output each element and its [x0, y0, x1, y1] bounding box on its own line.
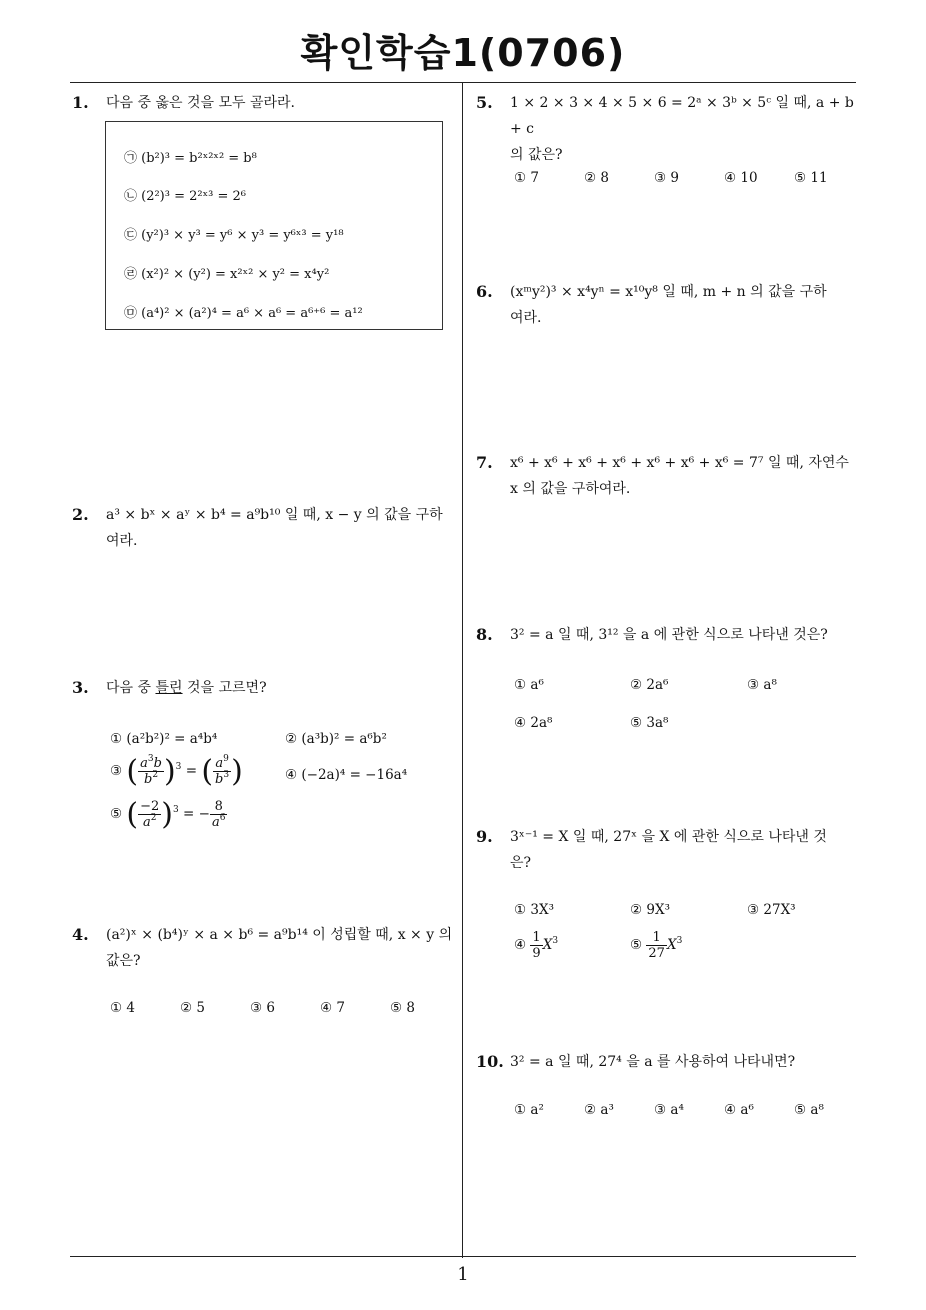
question-text-cont: 은? [510, 855, 532, 871]
option-4: ④ (−2a)⁴ = −16a⁴ [285, 767, 408, 783]
bottom-rule [70, 1256, 856, 1257]
column-divider [462, 83, 463, 1258]
option-1: ① a⁶ [514, 677, 544, 693]
question-text: a³ × bˣ × aʸ × b⁴ = a⁹b¹⁰ 일 때, x − y 의 값을 구하 [106, 507, 443, 523]
question-number: 9. [476, 827, 493, 846]
fraction: $\frac{-2}{a^2}$ [140, 799, 160, 830]
option-4: ④ a⁶ [724, 1102, 754, 1118]
question-10 [476, 1049, 866, 1075]
page-title: 확인학습1(0706) [300, 31, 626, 75]
option-mark: ⑤ [110, 806, 123, 822]
question-number: 5. [476, 93, 493, 112]
question-text-cont: 의 값은? [510, 147, 563, 163]
question-text-cont: 값은? [106, 953, 141, 969]
option-5: ⑤ $\frac{1}{27}$ $X^3$ [630, 930, 683, 961]
question-number: 1. [72, 93, 89, 112]
question-text: 3ˣ⁻¹ = X 일 때, 27ˣ 을 X 에 관한 식으로 나타낸 것 [510, 829, 827, 845]
question-3 [72, 675, 457, 701]
statement-box [105, 121, 443, 330]
option-1: ① 3X³ [514, 902, 555, 918]
option-1: ① 4 [110, 1000, 135, 1016]
question-text-cont: 여라. [106, 533, 138, 549]
question-number: 3. [72, 678, 89, 697]
question-number: 2. [72, 505, 89, 524]
option-1: ① (a²b²)² = a⁴b⁴ [110, 731, 218, 747]
option-1: ① 7 [514, 170, 539, 186]
option-3: ③ a⁴ [654, 1102, 684, 1118]
question-4 [72, 922, 457, 974]
question-text-cont: 여라. [510, 310, 542, 326]
option-3: ③ 6 [250, 1000, 275, 1016]
option-2: ② 2a⁶ [630, 677, 669, 693]
question-6 [476, 279, 866, 331]
option-3: ③ 9 [654, 170, 679, 186]
question-1 [72, 90, 457, 116]
page-number: 1 [457, 1264, 469, 1285]
question-number: 8. [476, 625, 493, 644]
question-number: 4. [72, 925, 89, 944]
statement-item: ㉡ (2²)³ = 2²ˣ³ = 2⁶ [124, 189, 246, 204]
option-1: ① a² [514, 1102, 544, 1118]
question-text: x⁶ + x⁶ + x⁶ + x⁶ + x⁶ + x⁶ + x⁶ = 7⁷ 일 때, 자연수 [510, 455, 849, 471]
option-5: ⑤ 8 [390, 1000, 415, 1016]
option-mark: ③ [110, 763, 123, 779]
option-5: ⑤ 11 [794, 170, 828, 186]
question-text-cont: x 의 값을 구하여라. [510, 481, 631, 497]
option-4: ④ $\frac{1}{9}$ $X^3$ [514, 930, 559, 961]
text-post: 것을 고르면? [182, 680, 267, 696]
option-4: ④ 2a⁸ [514, 715, 553, 731]
question-text: 다음 중 옳은 것을 모두 골라라. [106, 95, 295, 111]
question-2 [72, 502, 457, 554]
question-text [72, 675, 457, 701]
option-5: ⑤ 3a⁸ [630, 715, 669, 731]
option-2: ② 8 [584, 170, 609, 186]
option-3: ③ a⁸ [747, 677, 777, 693]
statement-item: ㉢ (y²)³ × y³ = y⁶ × y³ = y⁶ˣ³ = y¹⁸ [124, 228, 344, 243]
question-7 [476, 450, 866, 502]
option-2: ② a³ [584, 1102, 614, 1118]
question-text: 1 × 2 × 3 × 4 × 5 × 6 = 2ᵃ × 3ᵇ × 5ᶜ 일 때, a + b + c [510, 95, 854, 137]
top-rule [70, 82, 856, 83]
statement-item: ㉠ (b²)³ = b²ˣ²ˣ² = b⁸ [124, 151, 257, 166]
question-number: 6. [476, 282, 493, 301]
option-mark: ④ [514, 937, 527, 953]
text-pre: 다음 중 [106, 680, 156, 696]
statement-item: ㉤ (a⁴)² × (a²)⁴ = a⁶ × a⁶ = a⁶⁺⁶ = a¹² [124, 306, 363, 321]
fraction: $\frac{a^9}{b^3}$ [215, 754, 230, 787]
question-text: (xᵐy²)³ × x⁴yⁿ = x¹⁰y⁸ 일 때, m + n 의 값을 구하 [510, 284, 827, 300]
fraction: $\frac{1}{9}$ [532, 930, 541, 961]
option-3: ③ ( $\frac{a^3b}{b^2}$ )$^3$ = ( $\frac{a^9}{b^3}$ ) [110, 754, 243, 789]
option-2: ② 9X³ [630, 902, 671, 918]
option-2: ② (a³b)² = a⁶b² [285, 731, 387, 747]
question-number: 10. [476, 1052, 504, 1071]
question-number: 7. [476, 453, 493, 472]
question-5 [476, 90, 866, 168]
question-text: (a²)ˣ × (b⁴)ʸ × a × b⁶ = a⁹b¹⁴ 이 성립할 때, x × y 의 [106, 927, 453, 943]
option-5: ⑤ a⁸ [794, 1102, 824, 1118]
question-text: 3² = a 일 때, 27⁴ 을 a 를 사용하여 나타내면? [510, 1054, 796, 1070]
fraction: $\frac{a^3b}{b^2}$ [140, 754, 162, 787]
fraction: $\frac{1}{27}$ [648, 930, 665, 961]
option-2: ② 5 [180, 1000, 205, 1016]
question-9 [476, 824, 866, 876]
option-mark: ⑤ [630, 937, 643, 953]
option-5: ⑤ ( $\frac{-2}{a^2}$ )$^3$ = − $\frac{8}{a^6}$ [110, 797, 226, 832]
option-4: ④ 10 [724, 170, 758, 186]
statement-item: ㉣ (x²)² × (y²) = x²ˣ² × y² = x⁴y² [124, 267, 330, 282]
question-8 [476, 622, 866, 648]
option-4: ④ 7 [320, 1000, 345, 1016]
question-text: 3² = a 일 때, 3¹² 을 a 에 관한 식으로 나타낸 것은? [510, 627, 828, 643]
text-underlined: 틀린 [155, 680, 183, 696]
fraction: $\frac{8}{a^6}$ [211, 799, 226, 830]
option-3: ③ 27X³ [747, 902, 796, 918]
